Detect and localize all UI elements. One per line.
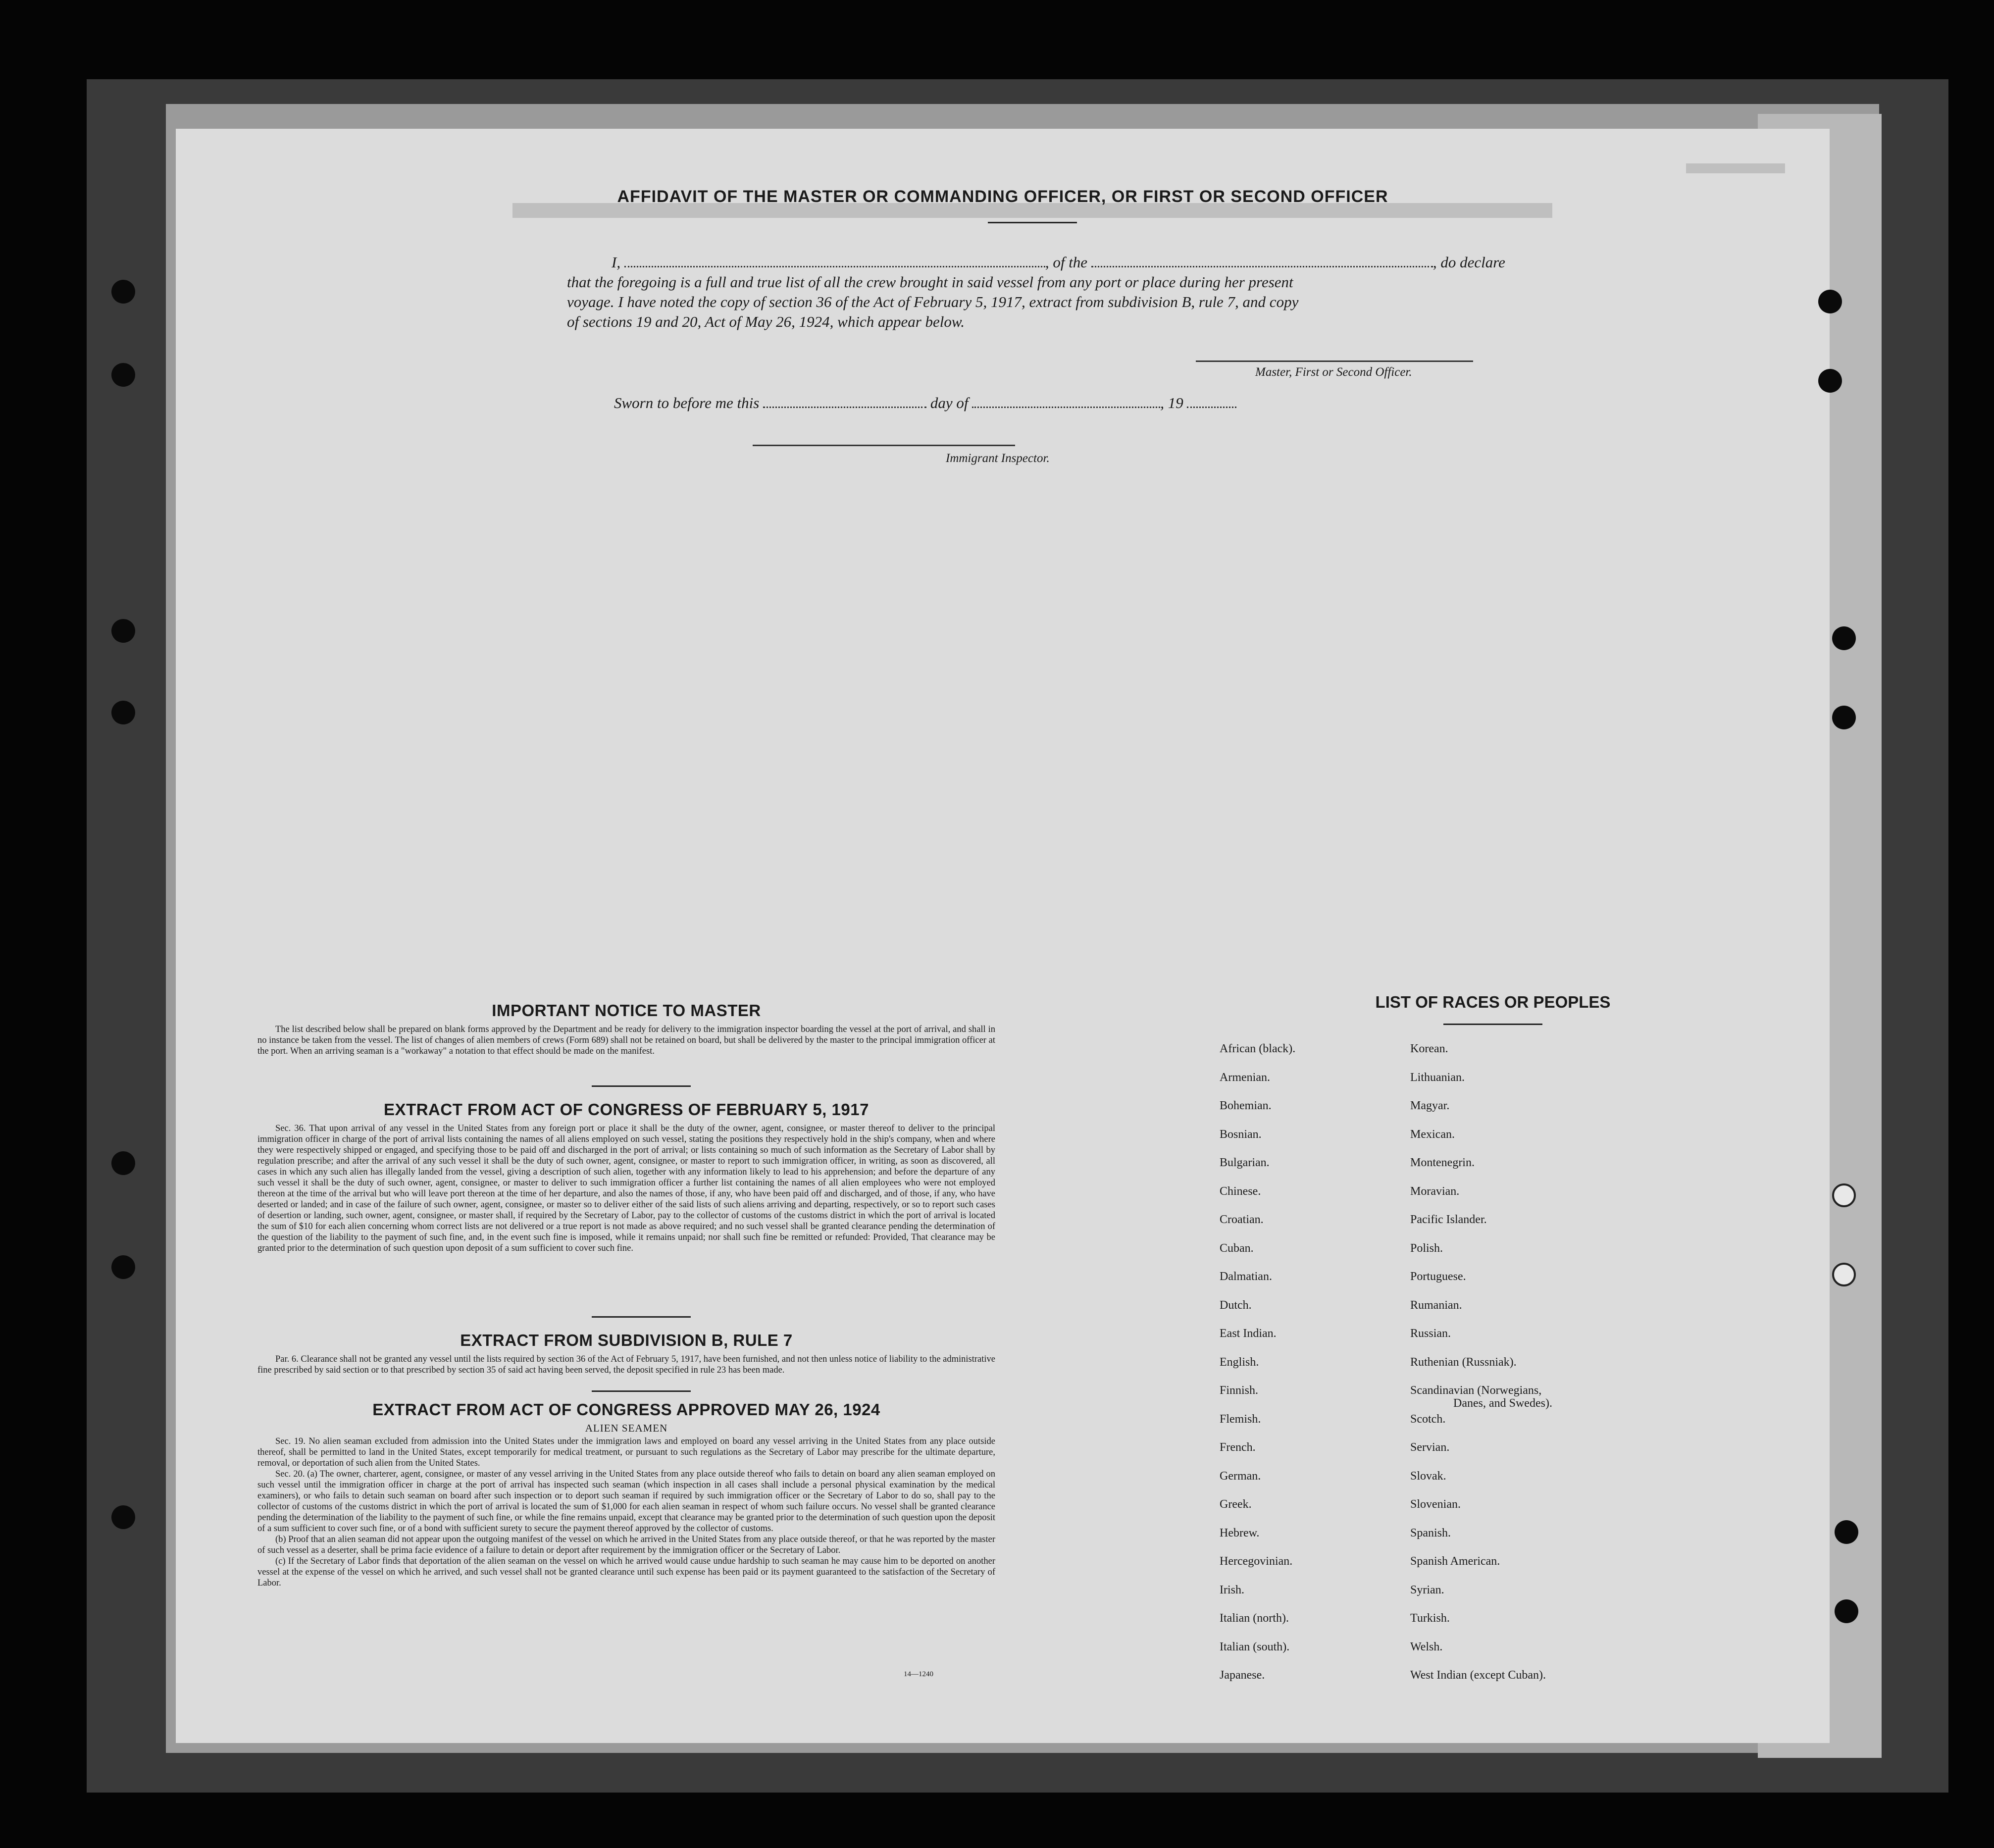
race-item: Cuban.	[1220, 1241, 1254, 1255]
race-item: Armenian.	[1220, 1071, 1270, 1084]
affidavit-line-3: voyage. I have noted the copy of section 36 of the Act of February 5, 1917, extract from subdivision B, rule 7, and copy	[567, 293, 1299, 310]
race-item: Turkish.	[1410, 1612, 1450, 1625]
section-20a-paragraph: Sec. 20. (a) The owner, charterer, agent, consignee, or master of any vessel arriving in the United States from any place outside thereof who fails to detain on board any alien seaman employed on such vessel until the immigration officer in charge at the port of arrival has inspected such seaman (which inspection in all cases shall include a personal physical examination by the medical examiners), or who fails to detain such seaman on board after such inspection or to deport such seaman if required by such immigration officer or the Secretary of Labor to do so, shall pay to the collector of customs of the customs district in which the port of arrival is located the sum of $1,000 for each alien seaman in respect of whom such failure occurs. No vessel shall be granted clearance pending the determination of the liability to the payment of such fine, or while the fine remains unpaid, except that clearance may be granted prior to the determination of such question upon the deposit of a sum sufficient to cover such fine, or of a bond with sufficient surety to secure the payment thereof approved by the collector of customs.	[257, 1469, 995, 1534]
sworn-line	[614, 394, 1236, 412]
race-item: Chinese.	[1220, 1184, 1261, 1198]
section-19-paragraph: Sec. 19. No alien seaman excluded from admission into the United States under the immigration laws and employed on board any vessel arriving in the United States from any place outside thereof, shall be permitted to land in the United States, except temporarily for medical treatment, or pursuant to such regulations as the Secretary of Labor may prescribe for the ultimate departure, removal, or deportation of such alien from the United States.	[257, 1437, 995, 1468]
binder-hole	[111, 363, 135, 387]
notice-paragraph: The list described below shall be prepared on blank forms approved by the Department and be ready for delivery to the immigration inspector boarding the vessel at the port of arrival, and shall in no instance be taken from the vessel. The list of changes of alien members of crews (Form 689) shall not be retained on board, but shall be delivered by the master to the principal immigration officer at the port. When an arriving seaman is a "workaway" a notation to that effect should be made on the manifest.	[257, 1025, 995, 1056]
race-item: Irish.	[1220, 1583, 1244, 1596]
race-item: Dutch.	[1220, 1298, 1252, 1312]
section-rule	[592, 1316, 691, 1318]
extract-1924-text	[257, 1436, 995, 1589]
race-item: Italian (south).	[1220, 1640, 1290, 1653]
notice-title: IMPORTANT NOTICE TO MASTER	[492, 1001, 761, 1020]
alien-seamen-subtitle: ALIEN SEAMEN	[585, 1422, 668, 1434]
binder-hole	[111, 1505, 135, 1529]
year-blank	[1187, 396, 1236, 408]
race-item: Rumanian.	[1410, 1298, 1462, 1312]
binder-hole	[1832, 626, 1856, 650]
race-item: Pacific Islander.	[1410, 1213, 1487, 1226]
race-item: German.	[1220, 1469, 1261, 1483]
race-item: Portuguese.	[1410, 1270, 1466, 1283]
affidavit-title: AFFIDAVIT OF THE MASTER OR COMMANDING OFFICER, OR FIRST OR SECOND OFFICER	[617, 187, 1388, 206]
master-signature-line	[1196, 360, 1473, 362]
inspector-signature-line	[753, 445, 1015, 446]
race-item: Slovak.	[1410, 1469, 1446, 1483]
binder-hole	[1832, 1183, 1856, 1207]
notice-text	[257, 1024, 995, 1057]
races-rule	[1443, 1024, 1542, 1025]
form-number: 14—1240	[904, 1670, 933, 1678]
vessel-blank	[1091, 255, 1433, 267]
declare-label: , do declare	[1432, 254, 1505, 271]
of-the-label: , of the	[1045, 254, 1088, 271]
race-item: Flemish.	[1220, 1412, 1261, 1426]
day-of-label: day of	[930, 394, 969, 411]
binder-hole	[111, 1255, 135, 1279]
section-rule	[592, 1085, 691, 1087]
month-blank	[972, 396, 1160, 408]
binder-hole	[1835, 1520, 1858, 1544]
binder-hole	[1832, 706, 1856, 729]
binder-hole	[111, 280, 135, 304]
section-20c-paragraph: (c) If the Secretary of Labor finds that deportation of the alien seaman on the vessel on which he arrived would cause undue hardship to such seaman he may cause him to be deported on another vessel at the expense of the vessel on which he arrived, and such vessel shall not be granted clearance until such expense has been paid or its payment guaranteed to the satisfaction of the Secretary of Labor.	[257, 1556, 995, 1588]
section-rule	[592, 1390, 691, 1392]
race-item: Syrian.	[1410, 1583, 1444, 1596]
affidavit-line-4: of sections 19 and 20, Act of May 26, 1924, which appear below.	[567, 313, 965, 330]
race-item: Magyar.	[1410, 1099, 1450, 1112]
race-item: Croatian.	[1220, 1213, 1264, 1226]
race-item: English.	[1220, 1355, 1259, 1369]
race-item: French.	[1220, 1441, 1256, 1454]
race-item: Bulgarian.	[1220, 1156, 1270, 1169]
race-item: East Indian.	[1220, 1327, 1277, 1340]
binder-hole	[1835, 1599, 1858, 1623]
extract-1917-title: EXTRACT FROM ACT OF CONGRESS OF FEBRUARY 5, 1917	[384, 1100, 869, 1119]
extract-1924-title: EXTRACT FROM ACT OF CONGRESS APPROVED MAY 26, 1924	[372, 1400, 880, 1419]
race-item: Scandinavian (Norwegians,	[1410, 1384, 1542, 1397]
race-item: Ruthenian (Russniak).	[1410, 1355, 1517, 1369]
master-caption: Master, First or Second Officer.	[1255, 365, 1412, 379]
race-item: Greek.	[1220, 1498, 1252, 1511]
race-item: Japanese.	[1220, 1669, 1265, 1682]
race-item: Hercegovinian.	[1220, 1555, 1293, 1568]
affidavit-line-2: that the foregoing is a full and true list of all the crew brought in said vessel from any port or place during her present	[567, 273, 1293, 291]
race-item: Moravian.	[1410, 1184, 1460, 1198]
binder-hole	[1832, 1263, 1856, 1286]
year-label: , 19	[1160, 394, 1183, 411]
race-item: Mexican.	[1410, 1128, 1455, 1141]
race-item: Spanish.	[1410, 1526, 1451, 1540]
section-36-paragraph: Sec. 36. That upon arrival of any vessel in the United States from any foreign port or place it shall be the duty of the owner, agent, consignee, or master thereof to deliver to the principal immigration officer in charge of the port of arrival lists containing the names of all aliens employed on such vessel, stating the positions they respectively hold in the ship's company, when and where they were respectively shipped or engaged, and specifying those to be paid off and discharged in the port of arrival; or lists containing so much of such information as the Secretary of Labor shall by regulation prescribe; and after the arrival of any such vessel it shall be the duty of such owner, agent, consignee, or master to report to such immigration officer, in writing, as soon as discovered, all cases in which any such alien has illegally landed from the vessel, giving a description of such alien, together with any information likely to lead to his apprehension; and before the departure of any such vessel it shall be the duty of such owner, agent, consignee, or master to deliver to such immigration officer a further list containing the names of all alien employees who were not employed thereon at the time of the arrival but who will leave port thereon at the time of her departure, and also the names of those, if any, who have been paid off and discharged, and of those, if any, who have deserted or landed; and in case of the failure of such owner, agent, consignee, or master so to deliver either of the said lists of such aliens arriving and departing, respectively, or so to report such cases of desertion or landing, such owner, agent, consignee, or master shall, if required by the Secretary of Labor, pay to the collector of customs of the customs district in which the port of arrival is located the sum of $10 for each alien concerning whom correct lists are not delivered or a true report is not made as above required; and no such vessel shall be granted clearance pending the determination of the question of the liability to the payment of such fine, and, in the event such fine is imposed, while it remains unpaid; nor shall such fine be remitted or refunded: Provided, That clearance may be granted prior to the determination of such question upon deposit of a sum sufficient to cover such fine.	[257, 1124, 995, 1253]
races-title: LIST OF RACES OR PEOPLES	[1375, 993, 1611, 1011]
inspector-caption: Immigrant Inspector.	[946, 452, 1050, 465]
race-item: Danes, and Swedes).	[1453, 1397, 1552, 1410]
section-20b-paragraph: (b) Proof that an alien seaman did not appear upon the outgoing manifest of the vessel on which he arrived in the United States from any place outside thereof, or that he was reported by the master of such vessel as a deserter, shall be prima facie evidence of a failure to detain or deport after requirement by the immigration officer or the Secretary of Labor.	[257, 1535, 995, 1555]
binder-hole	[111, 1151, 135, 1175]
paragraph-6: Par. 6. Clearance shall not be granted any vessel until the lists required by section 36 of the Act of February 5, 1917, have been furnished, and not then unless notice of liability to the administrative fine prescribed by said section or to that prescribed by section 35 of said act having been served, the deposit specified in rule 23 has been made.	[257, 1354, 995, 1375]
race-item: West Indian (except Cuban).	[1410, 1669, 1546, 1682]
race-item: Korean.	[1410, 1042, 1448, 1055]
race-item: Russian.	[1410, 1327, 1451, 1340]
race-item: Spanish American.	[1410, 1555, 1500, 1568]
race-item: Dalmatian.	[1220, 1270, 1272, 1283]
binder-hole	[1818, 290, 1842, 313]
race-item: African (black).	[1220, 1042, 1296, 1055]
extract-rule-7-text	[257, 1354, 995, 1376]
race-item: Montenegrin.	[1410, 1156, 1475, 1169]
binder-hole	[111, 619, 135, 643]
name-blank	[624, 255, 1045, 267]
race-item: Bosnian.	[1220, 1128, 1262, 1141]
race-item: Scotch.	[1410, 1412, 1446, 1426]
bleed-through-mark	[1686, 163, 1785, 173]
race-item: Slovenian.	[1410, 1498, 1461, 1511]
race-item: Bohemian.	[1220, 1099, 1272, 1112]
binder-hole	[111, 701, 135, 724]
extract-rule-7-title: EXTRACT FROM SUBDIVISION B, RULE 7	[460, 1331, 793, 1349]
extract-1917-text	[257, 1123, 995, 1254]
race-item: Lithuanian.	[1410, 1071, 1465, 1084]
sworn-label: Sworn to before me this	[614, 394, 760, 411]
race-item: Hebrew.	[1220, 1526, 1260, 1540]
race-item: Italian (north).	[1220, 1612, 1289, 1625]
title-rule	[988, 222, 1077, 223]
affidavit-line-1	[612, 254, 1505, 271]
race-item: Servian.	[1410, 1441, 1450, 1454]
race-item: Polish.	[1410, 1241, 1443, 1255]
document-page	[176, 129, 1830, 1743]
race-item: Finnish.	[1220, 1384, 1259, 1397]
binder-hole	[1818, 369, 1842, 393]
race-item: Welsh.	[1410, 1640, 1443, 1653]
day-blank	[763, 396, 926, 408]
i-label: I,	[612, 254, 621, 271]
